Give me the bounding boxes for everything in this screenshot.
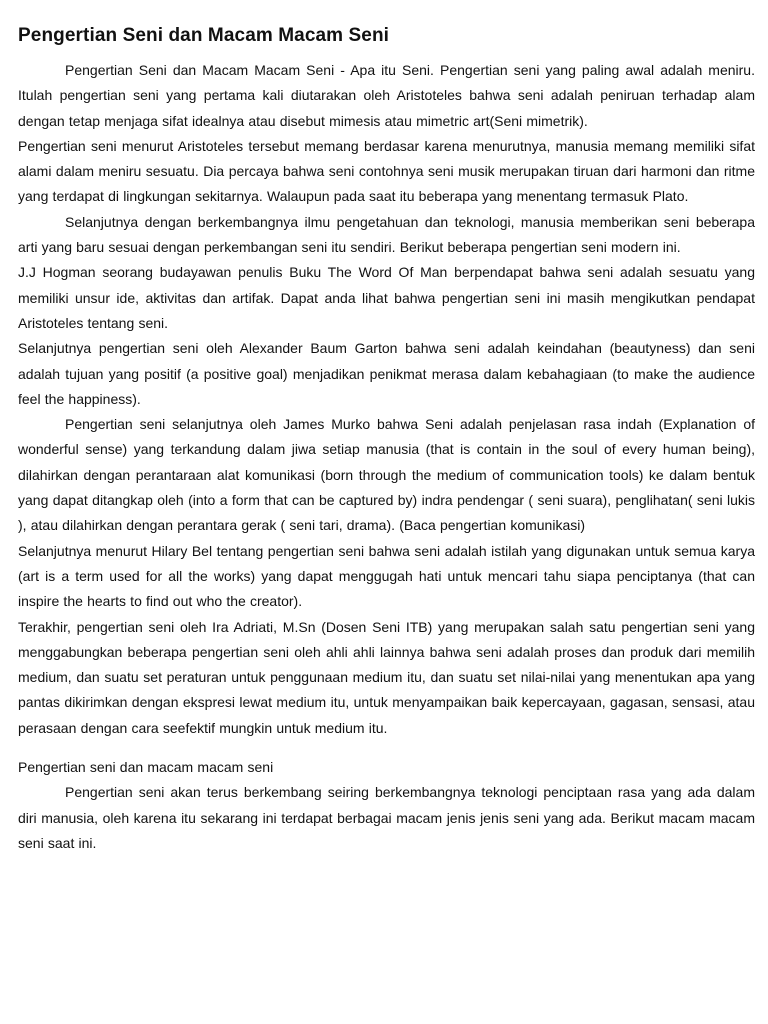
paragraph-aristoteles: Pengertian seni menurut Aristoteles tersebut memang berdasar karena menurutnya, manusia memang memiliki sifat alami dalam meniru sesuatu. Dia percaya bahwa seni contohnya seni musik merupakan tiruan dari harmoni dan ritme yang terdapat di lingkungan sekitarnya. Walaupun pada saat itu beberapa yang menentang termasuk Plato.: [18, 137, 755, 205]
section-heading: Pengertian seni dan macam macam seni: [18, 759, 274, 776]
intro-section: [18, 58, 755, 741]
document-title: Pengertian Seni dan Macam Macam Seni: [18, 25, 390, 46]
paragraph-modern-definitions: Selanjutnya dengan berkembangnya ilmu pengetahuan dan teknologi, manusia memberikan seni beberapa arti yang baru sesuai dengan perkembangan seni itu sendiri. Berikut beberapa pengertian seni modern ini.: [18, 213, 755, 256]
paragraph-murko: Pengertian seni selanjutnya oleh James Murko bahwa Seni adalah penjelasan rasa indah (Explanation of wonderful sense) yang terkandung dalam jiwa setiap manusia (that is contain in the soul of every human being), dilahirkan dengan perantaraan alat komunikasi (born through the medium of communication tools) ke dalam bentuk yang dapat ditangkap oleh (into a form that can be captured by) indra pendengar ( seni suara), penglihatan( seni lukis ), atau dilahirkan dengan perantara gerak ( seni tari, drama). (Baca pengertian komunikasi): [18, 416, 755, 534]
paragraph-baum-garton: Selanjutnya pengertian seni oleh Alexander Baum Garton bahwa seni adalah keindahan (beautyness) dan seni adalah tujuan yang positif (a positive goal) menjadikan penikmat merasa dalam kebahagiaan (to make the audience feel the happiness).: [18, 340, 755, 407]
types-section: [18, 755, 755, 856]
section-spacer: [18, 741, 755, 755]
paragraph-hogman: J.J Hogman seorang budayawan penulis Buku The Word Of Man berpendapat bahwa seni adalah sesuatu yang memiliki unsur ide, aktivitas dan artifak. Dapat anda lihat bahwa pengertian seni ini masih mengikutkan pendapat Aristoteles tentang seni.: [18, 264, 755, 331]
paragraph-hilary-bel: Selanjutnya menurut Hilary Bel tentang pengertian seni bahwa seni adalah istilah yang digunakan untuk semua karya (art is a term used for all the works) yang dapat menggugah hati untuk mencari tahu siapa penciptanya (that can inspire the hearts to find out who the creator).: [18, 542, 755, 610]
paragraph-mimesis: Pengertian Seni dan Macam Macam Seni - Apa itu Seni. Pengertian seni yang paling awal adalah meniru. Itulah pengertian seni yang pertama kali diutarakan oleh Aristoteles bahwa seni adalah peniruan terhadap alam dengan tetap menjaga sifat idealnya atau disebut mimesis atau mimetric art(Seni mimetrik).: [18, 62, 755, 129]
paragraph-art-types: Pengertian seni akan terus berkembang seiring berkembangnya teknologi penciptaan rasa yang ada dalam diri manusia, oleh karena itu sekarang ini terdapat berbagai macam jenis jenis seni yang ada. Berikut macam macam seni saat ini.: [18, 784, 755, 851]
paragraph-ira-adriati: Terakhir, pengertian seni oleh Ira Adriati, M.Sn (Dosen Seni ITB) yang merupakan salah satu pengertian seni yang menggabungkan beberapa pengertian seni oleh ahli ahli lainnya bahwa seni adalah proses dan produk dari memilih medium, dan suatu set peraturan untuk penggunaan medium itu, dan suatu set nilai-nilai yang menentukan apa yang pantas dikirimkan dengan ekspresi lewat medium itu, untuk menyampaikan baik kepercayaan, gagasan, sensasi, atau perasaan dengan cara seefektif mungkin untuk medium itu.: [18, 618, 755, 736]
